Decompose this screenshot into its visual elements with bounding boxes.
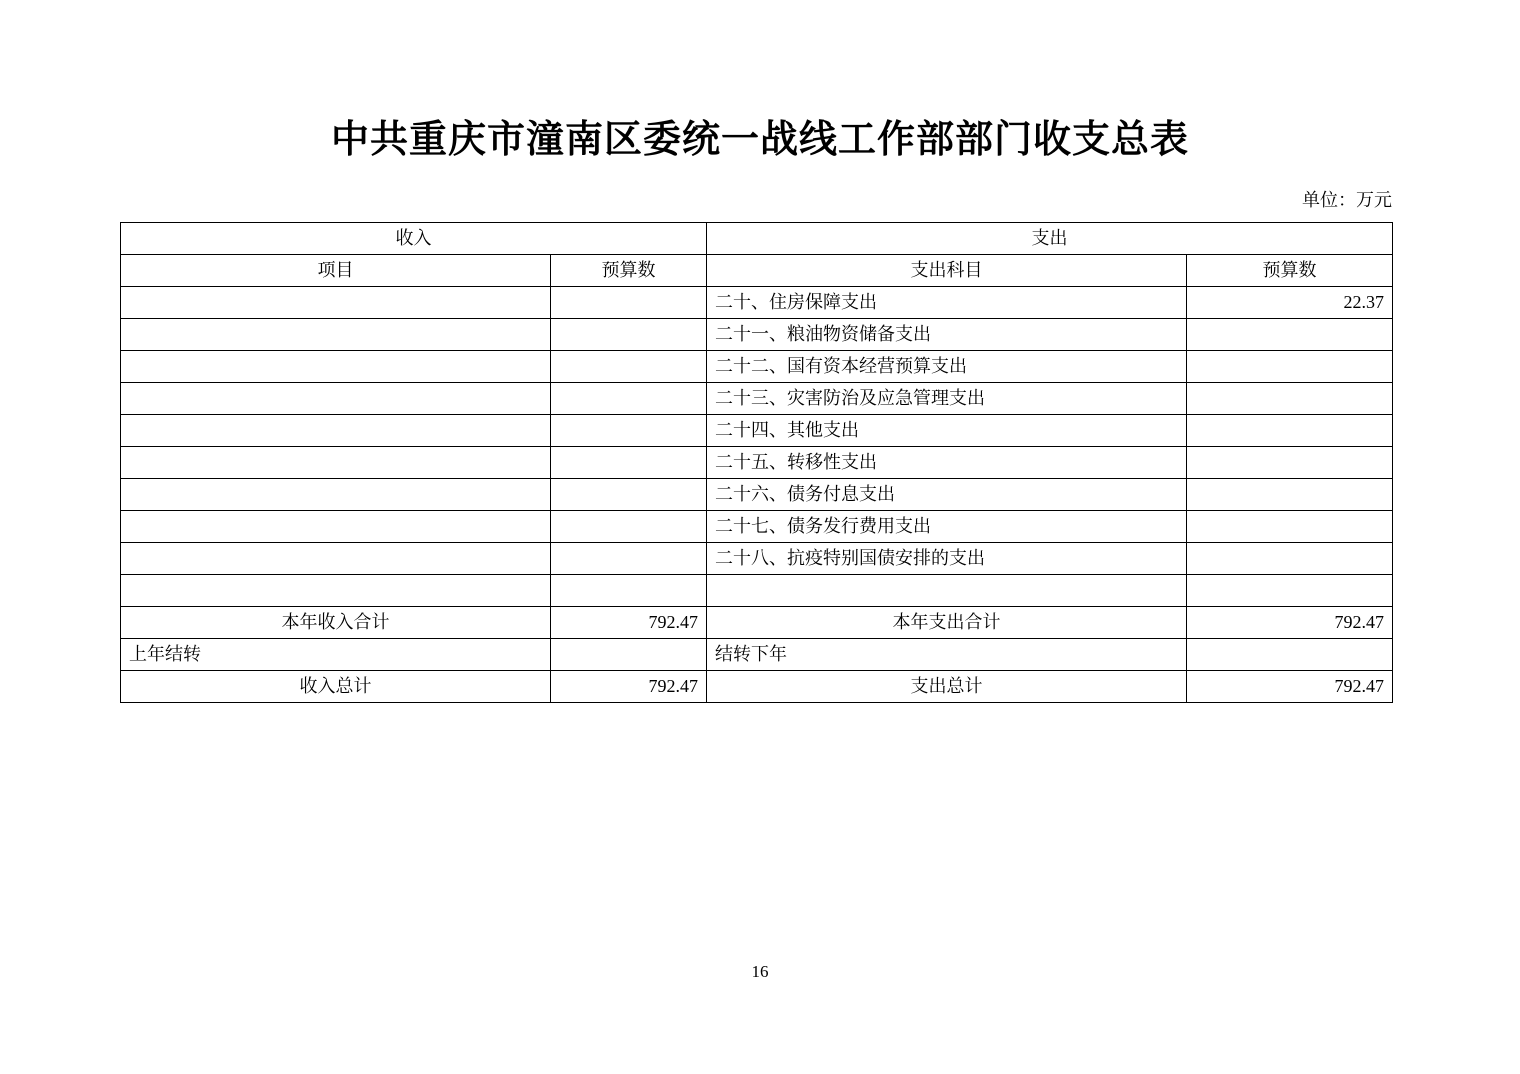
cell-expenditure-item: [707, 574, 1187, 606]
cell-income-budget: [551, 542, 707, 574]
cell-income-budget: [551, 414, 707, 446]
group-header-income: 收入: [121, 222, 707, 254]
value-year-expenditure-total: 792.47: [1187, 606, 1393, 638]
page-title: 中共重庆市潼南区委统一战线工作部部门收支总表: [330, 119, 1189, 161]
cell-expenditure-budget: [1187, 574, 1393, 606]
table-row: [121, 414, 1393, 446]
cell-income-item: [121, 350, 551, 382]
cell-expenditure-item: 二十、住房保障支出: [707, 286, 1187, 318]
cell-income-item: [121, 414, 551, 446]
table-group-header-row: [121, 222, 1393, 254]
column-header-income-budget: 预算数: [551, 254, 707, 286]
cell-income-budget: [551, 382, 707, 414]
cell-expenditure-budget: [1187, 446, 1393, 478]
summary-row-carryover: [121, 638, 1393, 670]
cell-expenditure-budget: [1187, 478, 1393, 510]
label-year-income-total: 本年收入合计: [121, 606, 551, 638]
table-row: [121, 446, 1393, 478]
cell-expenditure-budget: [1187, 510, 1393, 542]
cell-income-item: [121, 318, 551, 350]
cell-income-item: [121, 574, 551, 606]
cell-income-budget: [551, 574, 707, 606]
table-row: [121, 478, 1393, 510]
table-row: [121, 510, 1393, 542]
label-expenditure-grand-total: 支出总计: [707, 670, 1187, 702]
cell-expenditure-budget: [1187, 318, 1393, 350]
cell-income-budget: [551, 286, 707, 318]
cell-expenditure-item: 二十八、抗疫特别国债安排的支出: [707, 542, 1187, 574]
cell-expenditure-item: 二十七、债务发行费用支出: [707, 510, 1187, 542]
cell-expenditure-item: 二十六、债务付息支出: [707, 478, 1187, 510]
label-carry-in: 上年结转: [121, 638, 551, 670]
cell-expenditure-budget: [1187, 414, 1393, 446]
label-income-grand-total: 收入总计: [121, 670, 551, 702]
summary-row-year-total: [121, 606, 1393, 638]
cell-expenditure-budget: 22.37: [1187, 286, 1393, 318]
budget-table-container: [0, 212, 1520, 703]
group-header-expenditure: 支出: [707, 222, 1393, 254]
table-row: [121, 286, 1393, 318]
cell-income-item: [121, 478, 551, 510]
value-income-grand-total: 792.47: [551, 670, 707, 702]
budget-table: [120, 222, 1393, 703]
cell-expenditure-item: 二十一、粮油物资储备支出: [707, 318, 1187, 350]
table-row: [121, 382, 1393, 414]
value-expenditure-grand-total: 792.47: [1187, 670, 1393, 702]
value-year-income-total: 792.47: [551, 606, 707, 638]
cell-income-budget: [551, 318, 707, 350]
cell-income-item: [121, 286, 551, 318]
value-carry-in: [551, 638, 707, 670]
cell-expenditure-budget: [1187, 382, 1393, 414]
page-number: 16: [751, 962, 769, 981]
label-carry-out: 结转下年: [707, 638, 1187, 670]
cell-income-budget: [551, 478, 707, 510]
table-row: [121, 574, 1393, 606]
table-row: [121, 542, 1393, 574]
table-column-header-row: [121, 254, 1393, 286]
unit-note: 单位：万元: [1302, 189, 1392, 210]
column-header-income-item: 项目: [121, 254, 551, 286]
cell-income-item: [121, 382, 551, 414]
cell-expenditure-item: 二十三、灾害防治及应急管理支出: [707, 382, 1187, 414]
cell-expenditure-budget: [1187, 542, 1393, 574]
cell-income-budget: [551, 510, 707, 542]
summary-row-grand-total: [121, 670, 1393, 702]
cell-expenditure-budget: [1187, 350, 1393, 382]
table-row: [121, 350, 1393, 382]
cell-expenditure-item: 二十四、其他支出: [707, 414, 1187, 446]
cell-expenditure-item: 二十二、国有资本经营预算支出: [707, 350, 1187, 382]
column-header-expenditure-item: 支出科目: [707, 254, 1187, 286]
cell-income-item: [121, 542, 551, 574]
column-header-expenditure-budget: 预算数: [1187, 254, 1393, 286]
cell-income-item: [121, 510, 551, 542]
cell-income-budget: [551, 446, 707, 478]
cell-expenditure-item: 二十五、转移性支出: [707, 446, 1187, 478]
table-row: [121, 318, 1393, 350]
label-year-expenditure-total: 本年支出合计: [707, 606, 1187, 638]
cell-income-item: [121, 446, 551, 478]
value-carry-out: [1187, 638, 1393, 670]
cell-income-budget: [551, 350, 707, 382]
